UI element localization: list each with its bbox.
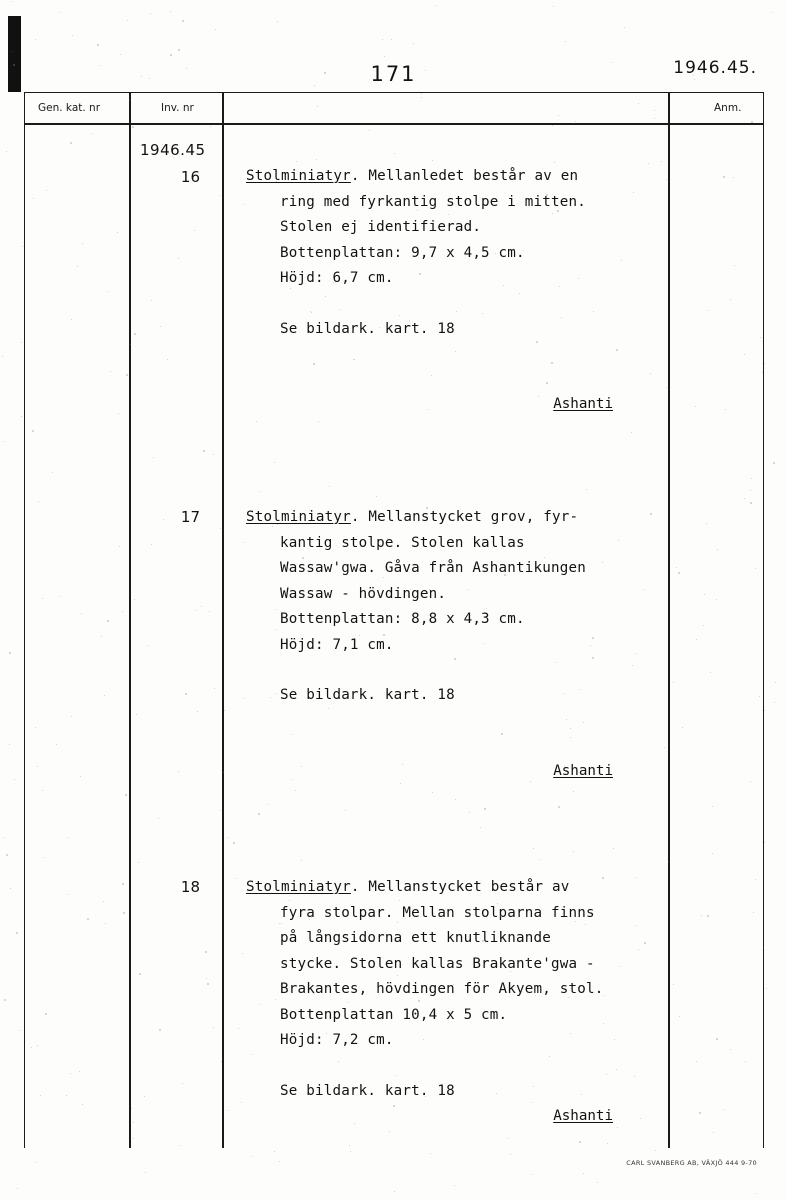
entry-line: Bottenplattan 10,4 x 5 cm.: [280, 1006, 508, 1023]
entry-line: Wassaw'gwa. Gåva från Ashantikungen: [280, 560, 586, 576]
catalogue-entry: [246, 505, 661, 784]
accession-year: 1946.45: [140, 141, 206, 159]
entry-spacer: [246, 709, 661, 734]
entry-line-rest: . Mellanstycket grov, fyr-: [350, 509, 579, 525]
entry-line: Stolen ej identifierad.: [280, 219, 482, 235]
entry-line: [246, 505, 661, 531]
column-header-inv-nr: Inv. nr: [161, 102, 194, 114]
entry-spacer: [246, 1054, 661, 1079]
column-divider-3: [668, 92, 670, 1148]
entry-keyword: Stolminiatyr: [246, 509, 351, 525]
column-divider-2: [222, 92, 224, 1148]
entry-line: ring med fyrkantig stolpe i mitten.: [280, 193, 586, 210]
entry-line: Se bildark. kart. 18: [280, 687, 455, 703]
entry-line: Bottenplattan: 8,8 x 4,3 cm.: [280, 611, 525, 627]
entry-line: Wassaw - hövdingen.: [280, 585, 447, 602]
entry-keyword: Stolminiatyr: [246, 168, 351, 184]
entry-line: Brakantes, hövdingen för Akyem, stol.: [280, 981, 604, 997]
entry-line: på långsidorna ett knutliknande: [280, 930, 551, 946]
entry-spacer: [246, 734, 661, 759]
entry-line: kantig stolpe. Stolen kallas: [280, 534, 525, 551]
catalogue-entry: [246, 164, 661, 418]
inv-number: 17: [180, 508, 200, 526]
entry-origin: Ashanti: [553, 396, 613, 412]
entry-line: [246, 875, 661, 901]
inv-number: 16: [180, 168, 200, 186]
entry-line: Höjd: 7,2 cm.: [280, 1032, 394, 1048]
entry-spacer: [246, 658, 661, 683]
page-number: 171: [370, 62, 417, 86]
column-header-gen-kat: Gen. kat. nr: [38, 102, 101, 114]
entry-line: Bottenplattan: 9,7 x 4,5 cm.: [280, 244, 525, 261]
entry-line: fyra stolpar. Mellan stolparna finns: [280, 904, 595, 921]
table-header-rule: [24, 123, 764, 125]
accession-header: 1946.45.: [673, 58, 757, 78]
entry-line-rest: . Mellanledet består av en: [350, 168, 579, 184]
catalogue-entry: [246, 875, 661, 1130]
entry-line: Höjd: 7,1 cm.: [280, 636, 394, 653]
entry-line: stycke. Stolen kallas Brakante'gwa -: [280, 955, 595, 972]
column-header-anm: Anm.: [714, 102, 742, 114]
entry-line: Se bildark. kart. 18: [280, 320, 455, 337]
entry-spacer: [246, 342, 661, 367]
entry-keyword: Stolminiatyr: [246, 879, 351, 895]
entry-line: Höjd: 6,7 cm.: [280, 270, 394, 286]
inv-number: 18: [180, 878, 200, 896]
entry-origin: Ashanti: [553, 1108, 613, 1124]
printer-imprint: CARL SVANBERG AB, VÄXJÖ 444 9-70: [626, 1159, 757, 1167]
entry-line: [246, 164, 661, 190]
entry-line-rest: . Mellanstycket består av: [350, 879, 570, 895]
entry-spacer: [246, 367, 661, 392]
entry-line: Se bildark. kart. 18: [280, 1082, 455, 1099]
entry-origin: Ashanti: [553, 762, 613, 779]
entry-spacer: [246, 292, 661, 317]
column-divider-1: [129, 92, 131, 1148]
